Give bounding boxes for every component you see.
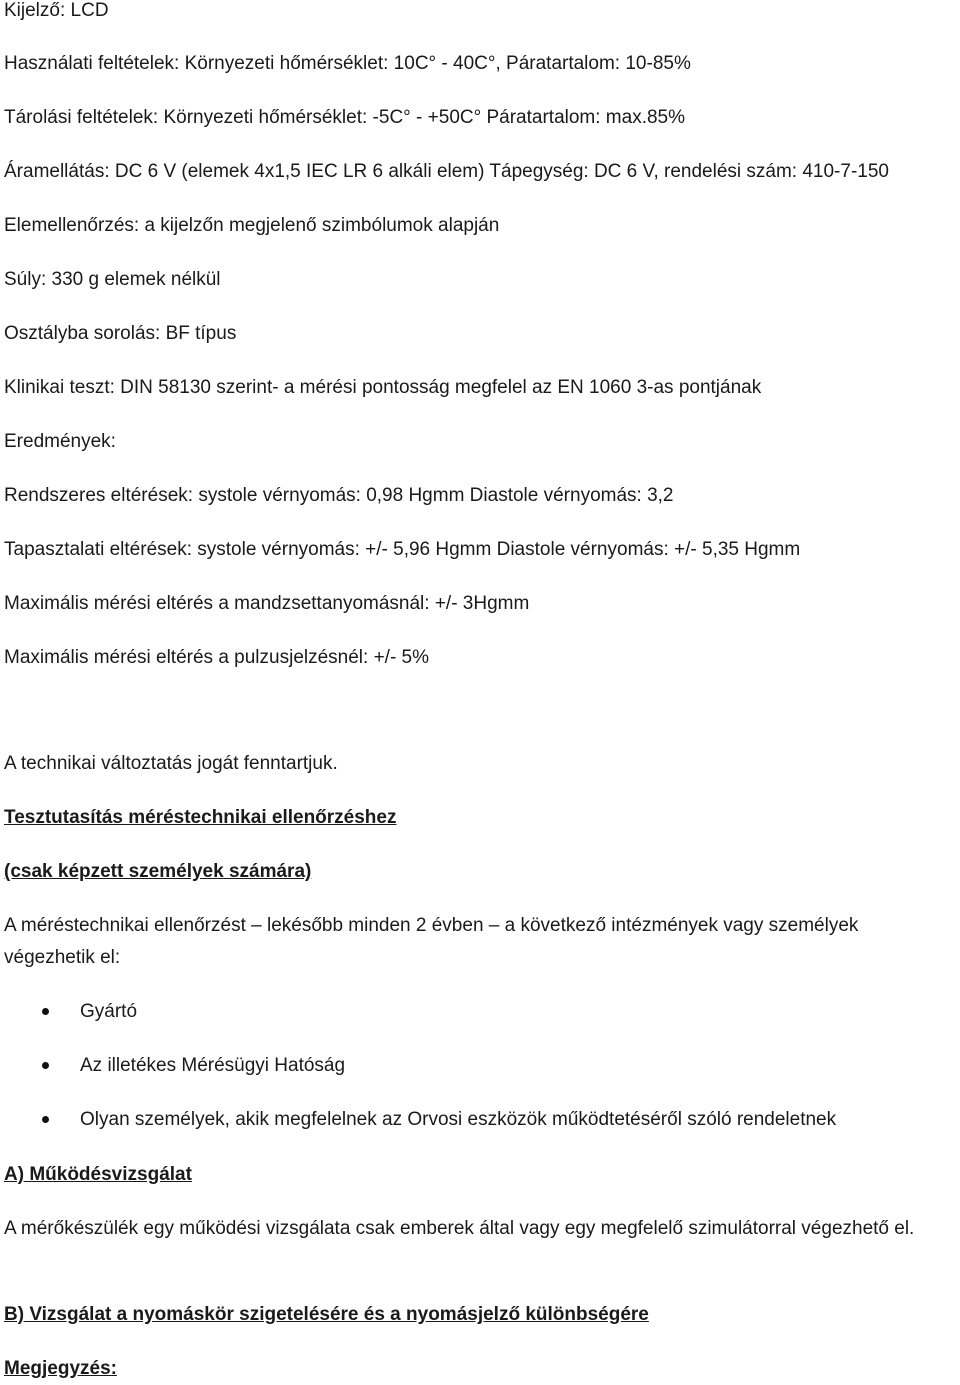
weight: Súly: 330 g elemek nélkül	[4, 269, 221, 290]
list-item-text: Olyan személyek, akik megfelelnek az Orvosi eszközök működtetéséről szóló rendeletnek	[80, 1109, 837, 1130]
section-b-heading: B) Vizsgálat a nyomáskör szigetelésére és a nyomásjelző különbségére	[4, 1304, 649, 1325]
classification: Osztályba sorolás: BF típus	[4, 323, 237, 344]
section-a-text: A mérőkészülék egy működési vizsgálata csak emberek által vagy egy megfelelő szimulátorral végezhető el.	[4, 1218, 915, 1239]
list-item-text: Az illetékes Mérésügyi Hatóság	[80, 1055, 346, 1076]
bullet-icon	[42, 1116, 49, 1123]
display-spec: Kijelző: LCD	[4, 0, 109, 21]
test-instructions-heading: Tesztutasítás méréstechnikai ellenőrzéshez	[4, 807, 397, 828]
bullet-icon	[42, 1008, 49, 1015]
technical-reserve-note: A technikai változtatás jogát fenntartjuk.	[4, 753, 338, 774]
storage-conditions: Tárolási feltételek: Környezeti hőmérséklet: -5C° - +50C° Páratartalom: max.85%	[4, 107, 686, 128]
max-pulse-deviation: Maximális mérési eltérés a pulzusjelzésnél: +/- 5%	[4, 647, 430, 668]
empirical-deviation: Tapasztalati eltérések: systole vérnyomás: +/- 5,96 Hgmm Diastole vérnyomás: +/- 5,35 Hgmm	[4, 539, 801, 560]
list-item-text: Gyártó	[80, 1001, 138, 1022]
section-a-heading: A) Működésvizsgálat	[4, 1164, 192, 1185]
inspection-intro: A méréstechnikai ellenőrzést – lekésőbb minden 2 évben – a következő intézmények vagy személyek végezhetik el:	[4, 915, 859, 968]
test-instructions-subheading: (csak képzett személyek számára)	[4, 861, 312, 882]
note-heading: Megjegyzés:	[4, 1358, 117, 1379]
power-supply: Áramellátás: DC 6 V (elemek 4x1,5 IEC LR 6 alkáli elem) Tápegység: DC 6 V, rendelési szám: 410-7-150	[4, 161, 889, 182]
results-label: Eredmények:	[4, 431, 116, 452]
clinical-test: Klinikai teszt: DIN 58130 szerint- a mérési pontosság megfelel az EN 1060 3-as pontjának	[4, 377, 762, 398]
max-cuff-deviation: Maximális mérési eltérés a mandzsettanyomásnál: +/- 3Hgmm	[4, 593, 530, 614]
bullet-icon	[42, 1062, 49, 1069]
systematic-deviation: Rendszeres eltérések: systole vérnyomás: 0,98 Hgmm Diastole vérnyomás: 3,2	[4, 485, 674, 506]
usage-conditions: Használati feltételek: Környezeti hőmérséklet: 10C° - 40C°, Páratartalom: 10-85%	[4, 53, 691, 74]
battery-check: Elemellenőrzés: a kijelzőn megjelenő szimbólumok alapján	[4, 215, 500, 236]
